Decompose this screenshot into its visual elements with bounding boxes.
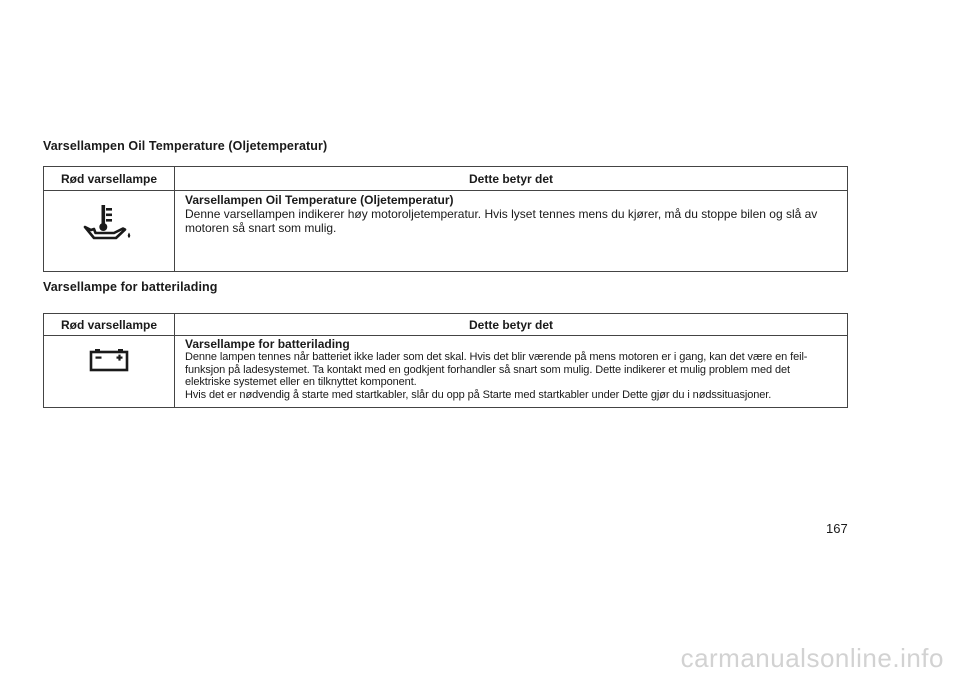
- description-title: Varsellampen Oil Temperature (Oljetemperatur): [185, 193, 454, 207]
- oil-temperature-table: [43, 166, 848, 272]
- description-line: Hvis det er nødvendig å starte med startkabler, slår du opp på Starte med startkabler under Dette gjør du i nødssituasjoner.: [185, 388, 772, 401]
- battery-icon: [87, 346, 131, 374]
- description-title: Varsellampe for batterilading: [185, 337, 350, 351]
- description-line: funksjon på ladesystemet. Ta kontakt med en godkjent forhandler så snart som mulig. Dette indikerer et mulig problem med det: [185, 363, 790, 376]
- battery-table: [43, 313, 848, 408]
- table-row: [44, 336, 848, 408]
- oil-temperature-section-heading: Varsellampen Oil Temperature (Oljetemperatur): [43, 139, 328, 153]
- meaning-column-header: Dette betyr det: [175, 314, 848, 336]
- red-lamp-column-header: Rød varsellampe: [44, 167, 175, 191]
- description-body: Denne varsellampen indikerer høy motoroljetemperatur. Hvis lyset tennes mens du kjører, må du stoppe bilen og slå av motoren så snart som mulig.: [185, 207, 818, 235]
- page-number: 167: [826, 521, 848, 536]
- oil-temperature-icon: [79, 203, 139, 251]
- table-row: [44, 191, 848, 272]
- battery-section-heading: Varsellampe for batterilading: [43, 280, 218, 294]
- description-line: Denne lampen tennes når batteriet ikke lader som det skal. Hvis det blir værende på mens motoren er i gang, kan det være en feil-: [185, 351, 808, 363]
- description-cell: [175, 336, 848, 408]
- red-lamp-column-header: Rød varsellampe: [44, 314, 175, 336]
- description-line: elektriske systemet eller en tilknyttet komponent.: [185, 376, 417, 388]
- lamp-cell: [44, 336, 175, 408]
- lamp-cell: [44, 191, 175, 272]
- meaning-column-header: Dette betyr det: [175, 167, 848, 191]
- table-header-row: [44, 314, 848, 336]
- description-cell: [175, 191, 848, 272]
- watermark: carmanualsonline.info: [680, 643, 944, 673]
- table-header-row: [44, 167, 848, 191]
